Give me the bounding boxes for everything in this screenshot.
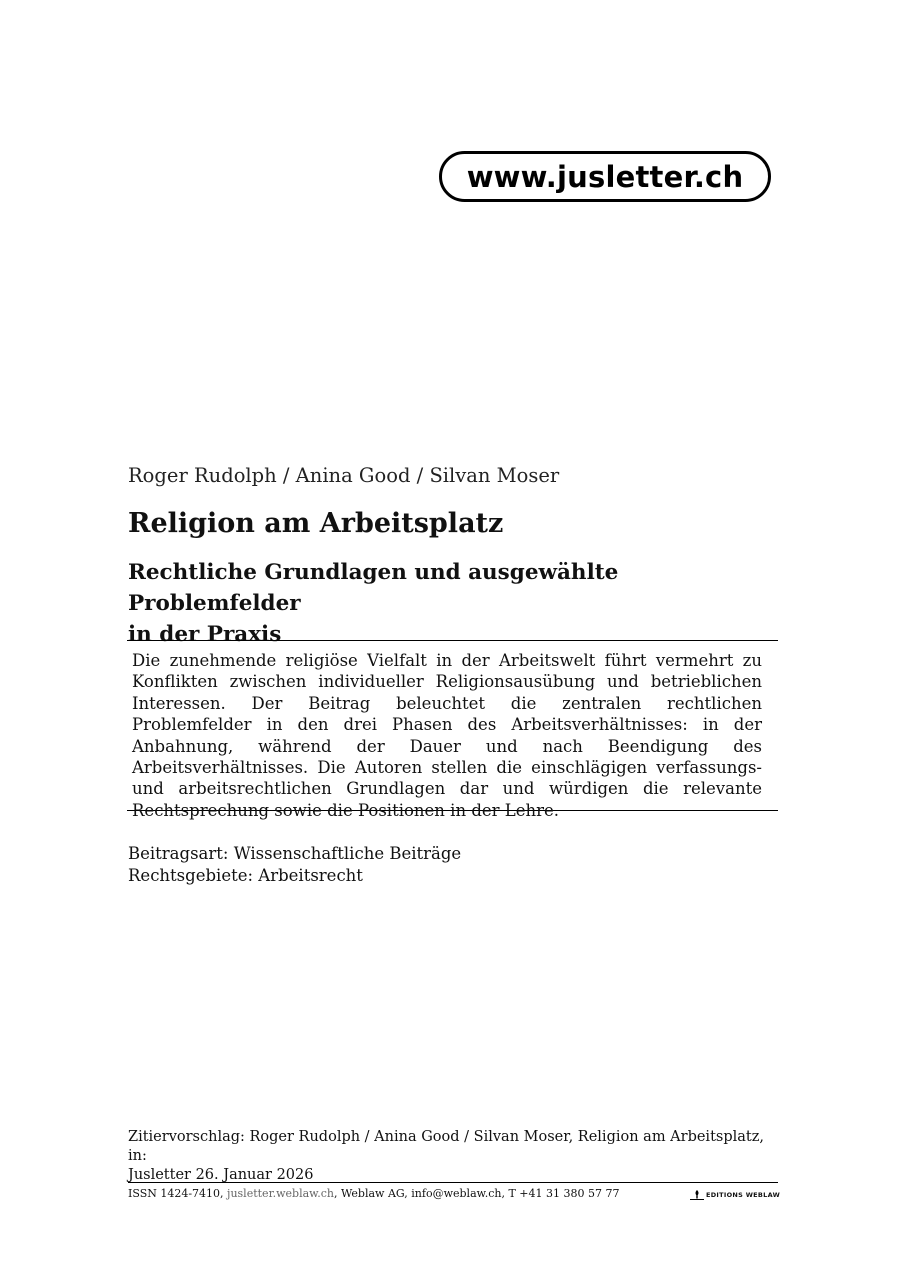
footer-info <box>128 1187 648 1200</box>
footer-issn: ISSN 1424-7410, <box>128 1187 224 1200</box>
article-subtitle <box>128 557 778 650</box>
jusletter-logo-text: www.jusletter.ch <box>466 159 744 194</box>
citation-line1: Zitiervorschlag: Roger Rudolph / Anina Good / Silvan Moser, Religion am Arbeitsplatz, in: <box>128 1129 764 1164</box>
footer-contact: , Weblaw AG, info@weblaw.ch, T +41 31 380 57 77 <box>334 1187 620 1200</box>
footer-website-link[interactable]: jusletter.weblaw.ch <box>227 1187 335 1200</box>
citation-line2: Jusletter 26. Januar 2026 <box>128 1167 314 1183</box>
weblaw-mark-icon <box>690 1189 704 1201</box>
editions-weblaw-text: EDITIONS WEBLAW <box>706 1191 781 1199</box>
article-authors: Roger Rudolph / Anina Good / Silvan Moser <box>128 464 560 487</box>
article-meta <box>128 843 778 886</box>
footer-divider <box>128 1182 778 1183</box>
article-subtitle-line1: Rechtliche Grundlagen und ausgewählte Problemfelder <box>128 560 619 616</box>
article-title: Religion am Arbeitsplatz <box>128 508 504 539</box>
article-subtitle-line2: in der Praxis <box>128 622 282 647</box>
abstract-text: Die zunehmende religiöse Vielfalt in der Arbeitswelt führt vermehrt zu Konflikten zwischen individueller Religionsausübung und betrieblichen Interessen. Der Beitrag beleuchtet die zentralen rechtlichen Problemfelder in den drei Phasen des Arbeitsverhältnisses: in der Anbahnung, während der Dauer und nach Beendigung des Arbeitsverhältnisses. Die Autoren stellen die einschlägigen verfassungs- und arbeitsrechtlichen Grundlagen dar und würdigen die relevante Rechtsprechung sowie die Positionen in der Lehre. <box>132 651 762 820</box>
editions-weblaw-logo <box>690 1188 780 1202</box>
abstract-box <box>127 640 778 820</box>
jusletter-logo <box>439 151 771 202</box>
beitragsart: Beitragsart: Wissenschaftliche Beiträge <box>128 844 462 863</box>
rechtsgebiete: Rechtsgebiete: Arbeitsrecht <box>128 865 363 885</box>
citation-suggestion <box>128 1128 778 1185</box>
